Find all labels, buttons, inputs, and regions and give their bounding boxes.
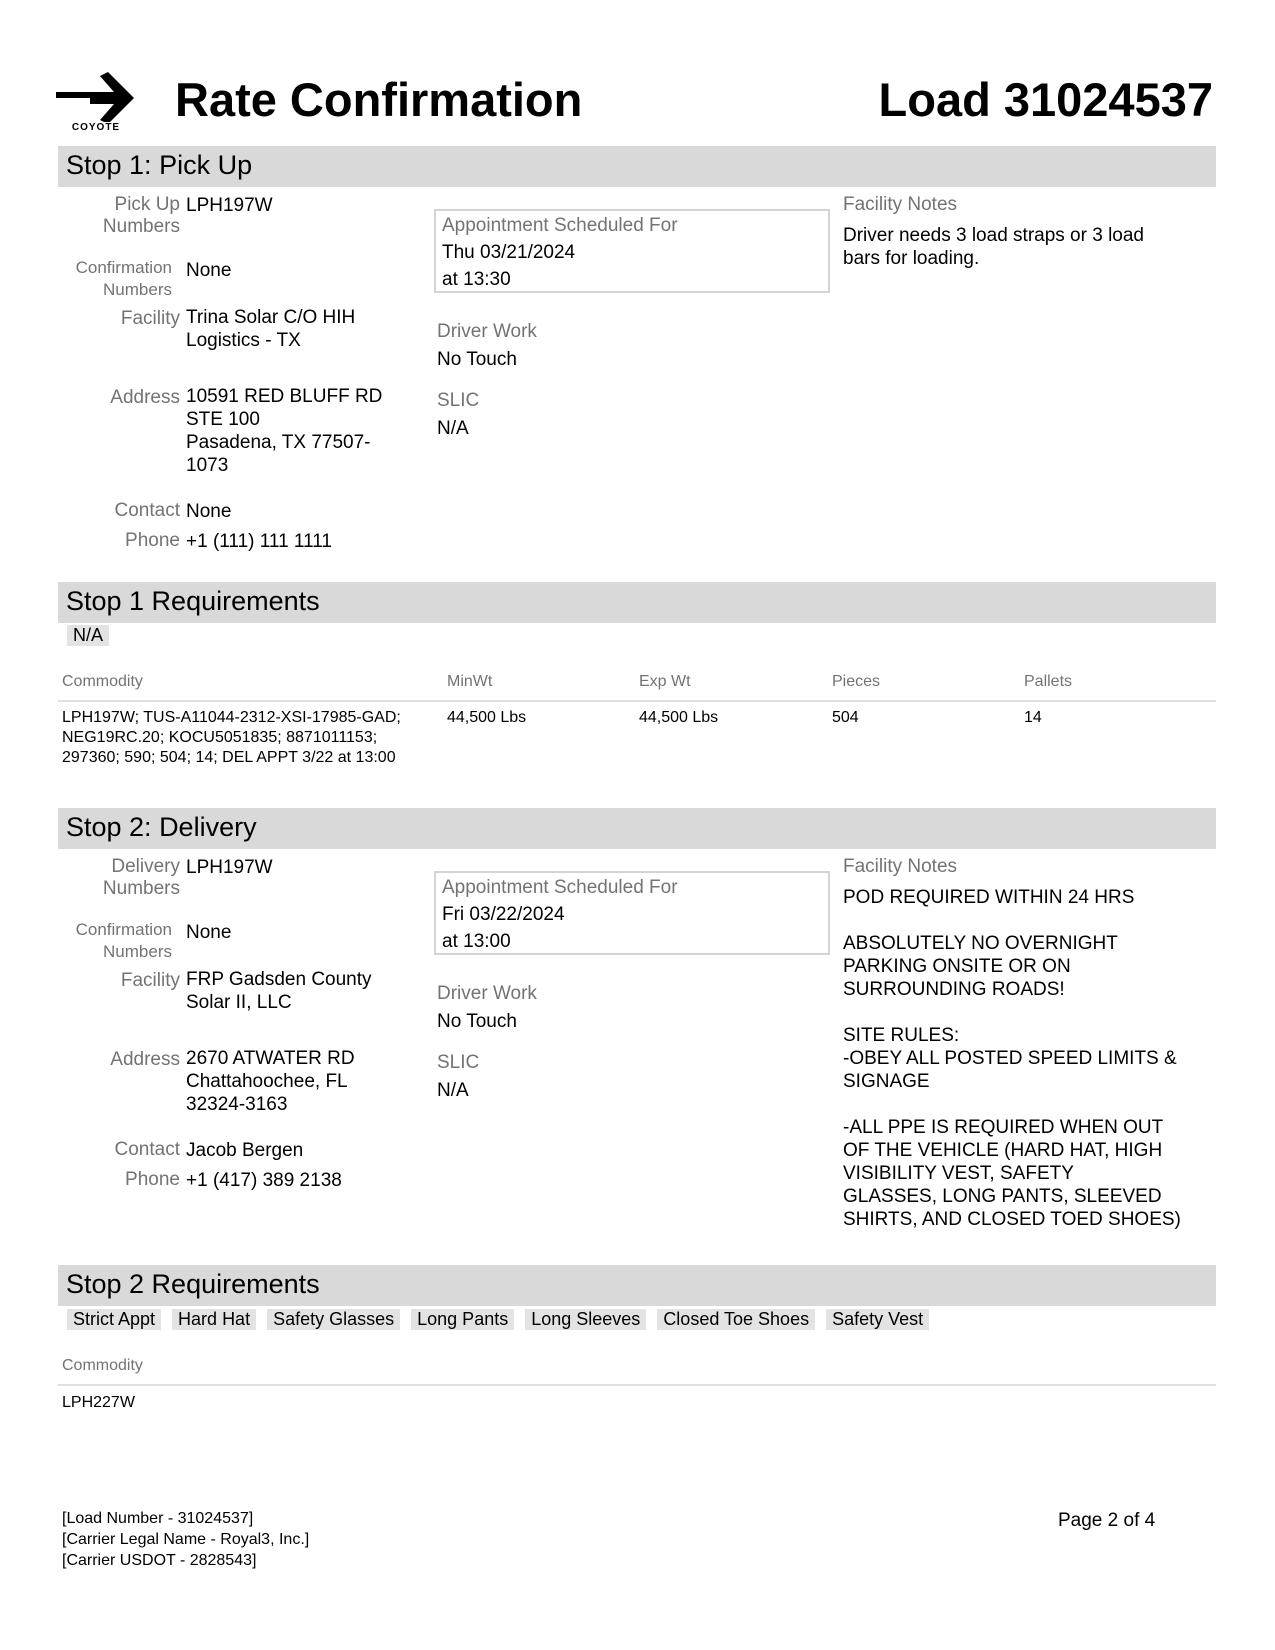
stop2-facility-notes-label: Facility Notes (843, 856, 958, 877)
stop1-driver-work-label: Driver Work (437, 321, 537, 342)
stop2-address-line: 32324-3163 (186, 1094, 288, 1115)
stop1-requirements-heading: Stop 1 Requirements (66, 586, 320, 616)
stop1-driver-work-value: No Touch (437, 349, 517, 370)
stop2-confirmation-label (40, 919, 172, 963)
stop1-numbers-label-line1: Pick Up (114, 194, 180, 215)
requirement-chip-strict-appt: Strict Appt (67, 1309, 161, 1330)
stop1-contact-label: Contact (114, 500, 180, 521)
stop1-address-line: 1073 (186, 455, 229, 476)
stop2-phone-label: Phone (125, 1169, 180, 1190)
stop1-appointment-time: at 13:30 (442, 269, 511, 290)
stop2-appointment-time: at 13:00 (442, 931, 511, 952)
footer-load-number: [Load Number - 31024537] (62, 1510, 254, 1527)
column-header-expwt: Exp Wt (639, 673, 691, 690)
stop2-address-value (186, 1047, 355, 1116)
expwt-cell: 44,500 Lbs (639, 709, 719, 726)
footer-carrier-legal-name: [Carrier Legal Name - Royal3, Inc.] (62, 1531, 310, 1548)
page-number: Page 2 of 4 (1058, 1510, 1156, 1531)
stop2-phone-value: +1 (417) 389 2138 (186, 1170, 342, 1191)
document-title: Rate Confirmation (175, 73, 583, 126)
requirement-chip-safety-glasses: Safety Glasses (267, 1309, 400, 1330)
stop2-numbers-label (60, 856, 180, 900)
stop1-confirmation-label (40, 257, 172, 301)
stop2-appointment-box (434, 871, 830, 955)
minwt-cell: 44,500 Lbs (447, 709, 527, 726)
logo-text: COYOTE (71, 122, 121, 133)
stop1-facility-notes: Driver needs 3 load straps or 3 load bars for loading. (843, 225, 1144, 269)
stop1-facility-label: Facility (120, 308, 180, 329)
stop1-appointment-date: Thu 03/21/2024 (442, 242, 576, 263)
stop2-section-header (58, 808, 1216, 849)
stop1-section-header (58, 146, 1216, 187)
stop1-appointment-box (434, 209, 830, 293)
stop1-facility-line1: Trina Solar C/O HIH (186, 307, 356, 328)
stop2-confirmation-value: None (186, 922, 232, 943)
column-header-commodity: Commodity (62, 673, 143, 690)
stop2-facility-label: Facility (120, 970, 180, 991)
stop2-driver-work-label: Driver Work (437, 983, 537, 1004)
stop1-facility-value (186, 306, 355, 352)
stop2-slic-label: SLIC (437, 1052, 480, 1073)
commodity-line: LPH197W; TUS-A11044-2312-XSI-17985-GAD; (62, 709, 401, 726)
stop1-address-label: Address (110, 387, 180, 408)
stop2-address-line: 2670 ATWATER RD (186, 1048, 355, 1069)
stop1-confirmation-label-line2: Numbers (103, 280, 172, 299)
stop1-appointment-title: Appointment Scheduled For (442, 215, 678, 236)
requirement-chip-safety-vest: Safety Vest (826, 1309, 929, 1330)
stop1-confirmation-label-line1: Confirmation (75, 258, 172, 277)
stop2-numbers-label-line1: Delivery (111, 856, 180, 877)
load-number-title: Load 31024537 (878, 73, 1213, 126)
requirement-chip-long-pants: Long Pants (411, 1309, 514, 1330)
pallets-cell: 14 (1024, 709, 1042, 726)
column-header-pieces: Pieces (832, 673, 881, 690)
stop1-address-value (186, 385, 382, 477)
coyote-logo (56, 70, 136, 134)
column-header-pallets: Pallets (1024, 673, 1073, 690)
stop2-confirmation-label-line2: Numbers (103, 942, 172, 961)
stop2-facility-line1: FRP Gadsden County (186, 969, 372, 990)
stop2-facility-notes: POD REQUIRED WITHIN 24 HRS ABSOLUTELY NO OVERNIGHT PARKING ONSITE OR ON SURROUNDING ROADS! SITE RULES: -OBEY ALL POSTED SPEED LIMITS & SIGNAGE -ALL PPE IS REQUIRED WHEN OUT OF THE VEHICLE (HARD HAT, HIGH VISIBILITY VEST, SAFETY GLASSES, LONG PANTS, SLEEVED SHIRTS, AND CLOSED TOED SHOES) (843, 887, 1181, 1230)
stop2-facility-value (186, 968, 372, 1014)
coyote-arrow-icon (56, 70, 136, 122)
commodity-cell (62, 708, 401, 768)
stop1-slic-label: SLIC (437, 390, 480, 411)
stop1-numbers-label-line2: Numbers (102, 216, 180, 237)
stop1-address-line: 10591 RED BLUFF RD (186, 386, 383, 407)
column-header-commodity: Commodity (62, 1357, 143, 1374)
stop1-slic-value: N/A (437, 418, 469, 439)
stop1-requirements-header (58, 582, 1216, 623)
stop2-address-label: Address (110, 1049, 180, 1070)
stop1-phone-value: +1 (111) 111 1111 (186, 531, 332, 552)
commodity-line: 297360; 590; 504; 14; DEL APPT 3/22 at 13:00 (62, 749, 396, 766)
stop2-numbers-label-line2: Numbers (102, 878, 180, 899)
stop2-confirmation-label-line1: Confirmation (75, 920, 172, 939)
table-divider (58, 1384, 1216, 1386)
requirement-chip-closed-toe-shoes: Closed Toe Shoes (657, 1309, 815, 1330)
stop1-address-line: Pasadena, TX 77507- (186, 432, 371, 453)
stop2-contact-value: Jacob Bergen (186, 1140, 304, 1161)
stop2-appointment-title: Appointment Scheduled For (442, 877, 678, 898)
stop1-numbers-value: LPH197W (186, 195, 273, 216)
stop1-facility-line2: Logistics - TX (186, 330, 301, 351)
column-header-minwt: MinWt (447, 673, 493, 690)
stop2-heading: Stop 2: Delivery (66, 812, 257, 842)
stop1-confirmation-value: None (186, 260, 232, 281)
stop1-facility-notes-label: Facility Notes (843, 194, 958, 215)
stop2-driver-work-value: No Touch (437, 1011, 517, 1032)
stop2-requirements-heading: Stop 2 Requirements (66, 1269, 320, 1299)
requirement-chip-hard-hat: Hard Hat (172, 1309, 256, 1330)
stop2-slic-value: N/A (437, 1080, 469, 1101)
stop1-numbers-label (60, 194, 180, 238)
stop2-facility-line2: Solar II, LLC (186, 992, 292, 1013)
footer-info (62, 1508, 309, 1571)
requirement-chip-long-sleeves: Long Sleeves (525, 1309, 646, 1330)
stop2-contact-label: Contact (114, 1139, 180, 1160)
stop1-requirement-chips (67, 625, 120, 646)
pieces-cell: 504 (832, 709, 859, 726)
stop2-requirements-header (58, 1265, 1216, 1306)
footer-carrier-usdot: [Carrier USDOT - 2828543] (62, 1552, 257, 1569)
stop2-appointment-date: Fri 03/22/2024 (442, 904, 565, 925)
commodity-line: NEG19RC.20; KOCU5051835; 8871011153; (62, 729, 378, 746)
table-divider (58, 700, 1216, 702)
stop2-address-line: Chattahoochee, FL (186, 1071, 348, 1092)
stop2-numbers-value: LPH197W (186, 857, 273, 878)
stop1-contact-value: None (186, 501, 232, 522)
stop2-requirement-chips (67, 1309, 940, 1330)
commodity-cell: LPH227W (62, 1394, 135, 1411)
stop1-address-line: STE 100 (186, 409, 260, 430)
stop1-heading: Stop 1: Pick Up (66, 150, 253, 180)
requirement-chip: N/A (67, 625, 109, 646)
stop1-phone-label: Phone (125, 530, 180, 551)
